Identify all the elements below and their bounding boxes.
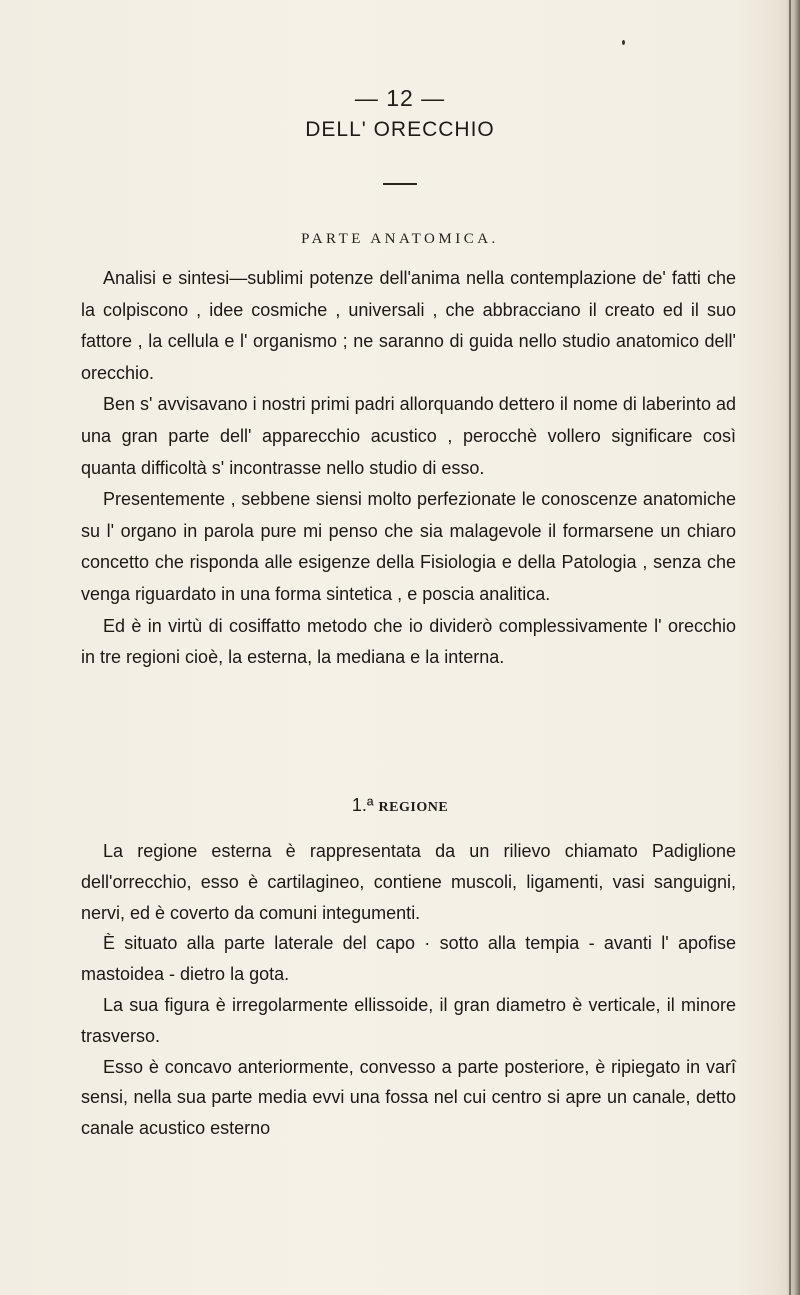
paragraph: Presentemente , sebbene siensi molto perfezionate le conoscenze anatomiche su l' organo in parola pure mi penso che sia malagevole il formarsene un chiaro concetto che risponda alle esigenze della Fisiologia e della Patologia , senza che venga riguardato in una forma sintetica , e poscia analitica. xyxy=(81,489,736,604)
page-edge-line xyxy=(789,0,791,1295)
region-label: REGIONE xyxy=(378,800,449,815)
intro-text xyxy=(81,263,736,674)
paragraph: Ben s' avvisavano i nostri primi padri allorquando dettero il nome di laberinto ad una gran parte dell' apparecchio acustico , perocchè vollero significare così quanta difficoltà s' incontrasse nello studio di esso. xyxy=(81,394,736,478)
region-text xyxy=(81,836,736,1144)
title-rule xyxy=(383,183,417,185)
paragraph: La sua figura è irregolarmente ellissoide, il gran diametro è verticale, il minore trasverso. xyxy=(81,994,736,1046)
paragraph: È situato alla parte laterale del capo · sotto alla tempia - avanti l' apofise mastoidea - dietro la gota. xyxy=(81,933,736,985)
page-number: — 12 — xyxy=(354,85,446,111)
paragraph: Ed è in virtù di cosiffatto metodo che io dividerò complessivamente l' orecchio in tre regioni cioè, la esterna, la mediana e la interna. xyxy=(81,615,736,668)
ink-speck xyxy=(622,40,625,45)
region-heading xyxy=(0,795,800,816)
paragraph: Analisi e sintesi—sublimi potenze dell'anima nella contemplazione de' fatti che la colpiscono , idee cosmiche , universali , che abbracciano il creato ed il suo fattore , la cellula e l' organismo ; ne saranno di guida nello studio anatomico dell' orecchio. xyxy=(81,268,736,383)
paragraph: La regione esterna è rappresentata da un rilievo chiamato Padiglione dell'orrecchio, esso è cartilagineo, contiene muscoli, ligamenti, vasi sanguigni, nervi, ed è coverto da comuni integumenti. xyxy=(81,841,736,923)
paragraph: Esso è concavo anteriormente, convesso a parte posteriore, è ripiegato in varî sensi, nella sua parte media evvi una fossa nel cui centro si apre un canale, detto canale acustico esterno xyxy=(81,1056,736,1139)
section-heading: PARTE ANATOMICA. xyxy=(301,231,499,247)
region-number: 1.ª xyxy=(351,795,374,815)
chapter-title: DELL' ORECCHIO xyxy=(305,118,495,141)
